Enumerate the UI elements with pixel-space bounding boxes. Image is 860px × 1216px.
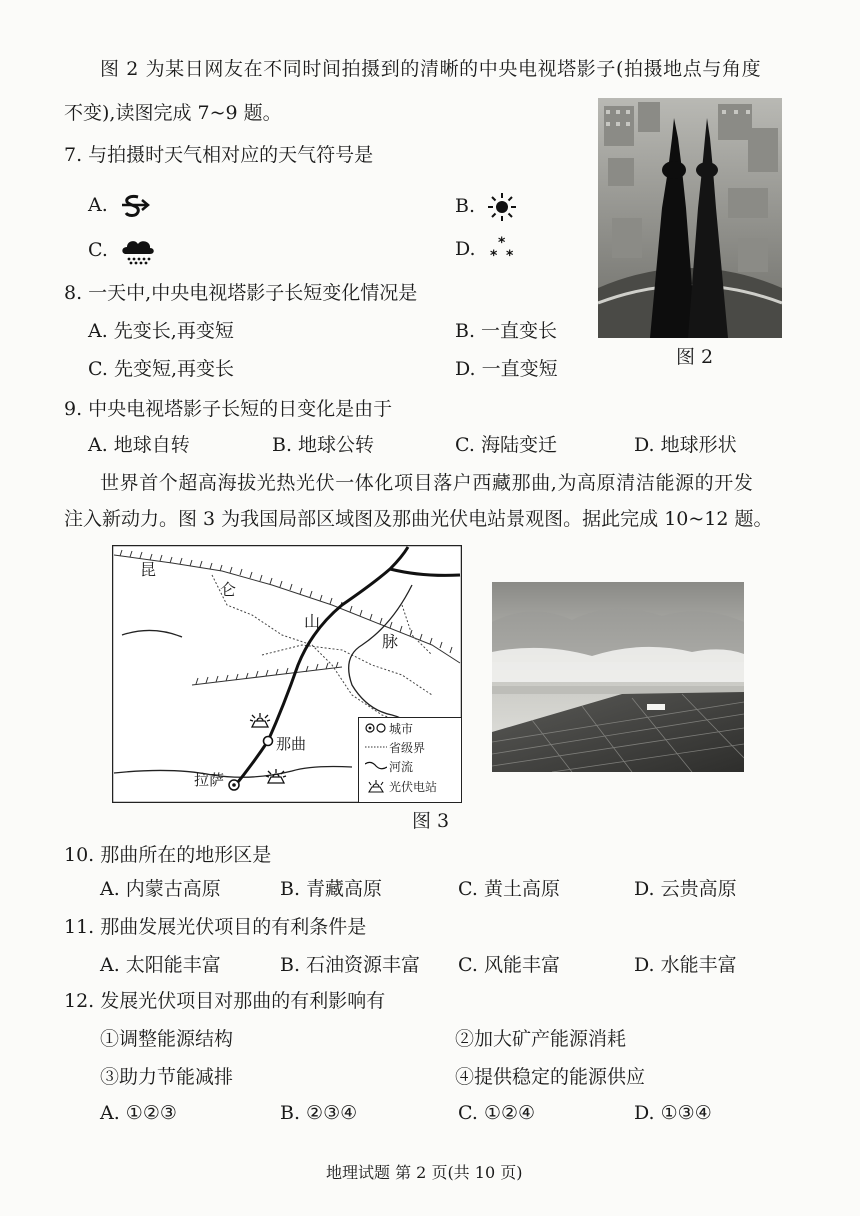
legend-boundary-label: 省级界 — [389, 741, 426, 755]
intro2-line-1: 世界首个超高海拔光热光伏一体化项目落户西藏那曲,为高原清洁能源的开发 — [100, 472, 754, 494]
q11-option-c[interactable]: C. 风能丰富 — [458, 954, 560, 976]
legend-pv-station-label: 光伏电站 — [389, 780, 438, 794]
q10-stem: 10. 那曲所在的地形区是 — [64, 844, 272, 866]
q8-option-d[interactable]: D. 一直变短 — [455, 358, 558, 380]
legend-pv-station-icon — [365, 778, 387, 794]
q8-option-a[interactable]: A. 先变长,再变短 — [88, 320, 234, 342]
figure-2-tv-tower-shadow-photo — [598, 98, 782, 338]
figure-3-map — [112, 545, 462, 803]
q8-stem: 8. 一天中,中央电视塔影子长短变化情况是 — [64, 282, 418, 304]
intro2-line-2: 注入新动力。图 3 为我国局部区域图及那曲光伏电站景观图。据此完成 10~12 题。 — [64, 508, 773, 530]
q12-option-d[interactable]: D. ①③④ — [634, 1102, 712, 1124]
q10-option-a[interactable]: A. 内蒙古高原 — [100, 878, 221, 900]
svg-text:*: * — [497, 236, 505, 251]
q12-option-a[interactable]: A. ①②③ — [100, 1102, 177, 1124]
legend-city-label: 城市 — [389, 722, 414, 736]
q11-option-d[interactable]: D. 水能丰富 — [634, 954, 737, 976]
intro-line-2: 不变),读图完成 7~9 题。 — [64, 102, 282, 124]
q9-option-c[interactable]: C. 海陆变迁 — [455, 434, 557, 456]
q9-option-a[interactable]: A. 地球自转 — [88, 434, 190, 456]
q9-option-d[interactable]: D. 地球形状 — [634, 434, 737, 456]
intro-line-1: 图 2 为某日网友在不同时间拍摄到的清晰的中央电视塔影子(拍摄地点与角度 — [100, 58, 762, 80]
q12-statement-3: ③助力节能减排 — [100, 1066, 234, 1088]
q7-option-c[interactable] — [88, 236, 156, 266]
figure-2-caption: 图 2 — [676, 346, 714, 368]
q12-option-c[interactable]: C. ①②④ — [458, 1102, 536, 1124]
q7-option-a[interactable] — [88, 192, 150, 219]
q12-statement-4: ④提供稳定的能源供应 — [455, 1066, 646, 1088]
sunny-symbol-icon — [487, 192, 517, 222]
q11-option-a[interactable]: A. 太阳能丰富 — [100, 954, 221, 976]
map-city-naqu: 那曲 — [276, 735, 307, 753]
map-mountain-char-2: 仑 — [220, 580, 237, 599]
q7-option-c-label: C. — [88, 239, 108, 261]
svg-text:*: * — [505, 248, 513, 264]
q12-option-b[interactable]: B. ②③④ — [280, 1102, 358, 1124]
q8-option-b[interactable]: B. 一直变长 — [455, 320, 558, 342]
q10-option-c[interactable]: C. 黄土高原 — [458, 878, 560, 900]
legend-boundary-icon — [365, 742, 387, 752]
svg-text:*: * — [489, 248, 497, 264]
map-mountain-char-1: 昆 — [140, 560, 157, 579]
q10-option-d[interactable]: D. 云贵高原 — [634, 878, 737, 900]
q7-option-d[interactable] — [455, 236, 518, 264]
page-footer: 地理试题 第 2 页(共 10 页) — [326, 1163, 523, 1182]
q12-statement-1: ①调整能源结构 — [100, 1028, 234, 1050]
q11-stem: 11. 那曲发展光伏项目的有利条件是 — [64, 916, 367, 938]
legend-river-icon — [365, 760, 387, 772]
map-city-lhasa: 拉萨 — [194, 771, 225, 789]
snow-symbol-icon — [488, 236, 518, 264]
rain-symbol-icon — [120, 236, 156, 266]
q7-option-a-label: A. — [88, 194, 108, 216]
q7-stem: 7. 与拍摄时天气相对应的天气符号是 — [64, 144, 374, 166]
sandstorm-symbol-icon — [120, 193, 150, 219]
q10-option-b[interactable]: B. 青藏高原 — [280, 878, 383, 900]
figure-3-caption: 图 3 — [412, 810, 450, 832]
map-legend — [358, 717, 462, 803]
q9-option-b[interactable]: B. 地球公转 — [272, 434, 375, 456]
figure-3-pv-station-photo — [492, 582, 744, 772]
q7-option-d-label: D. — [455, 238, 476, 260]
map-mountain-char-3: 山 — [304, 612, 321, 631]
q8-option-c[interactable]: C. 先变短,再变长 — [88, 358, 234, 380]
q9-stem: 9. 中央电视塔影子长短的日变化是由于 — [64, 398, 393, 420]
legend-city-icon — [365, 722, 387, 734]
legend-river-label: 河流 — [389, 760, 414, 774]
q12-stem: 12. 发展光伏项目对那曲的有利影响有 — [64, 990, 386, 1012]
q7-option-b-label: B. — [455, 195, 476, 217]
q12-statement-2: ②加大矿产能源消耗 — [455, 1028, 627, 1050]
map-mountain-char-4: 脉 — [382, 632, 399, 651]
q7-option-b[interactable] — [455, 192, 517, 222]
q11-option-b[interactable]: B. 石油资源丰富 — [280, 954, 421, 976]
